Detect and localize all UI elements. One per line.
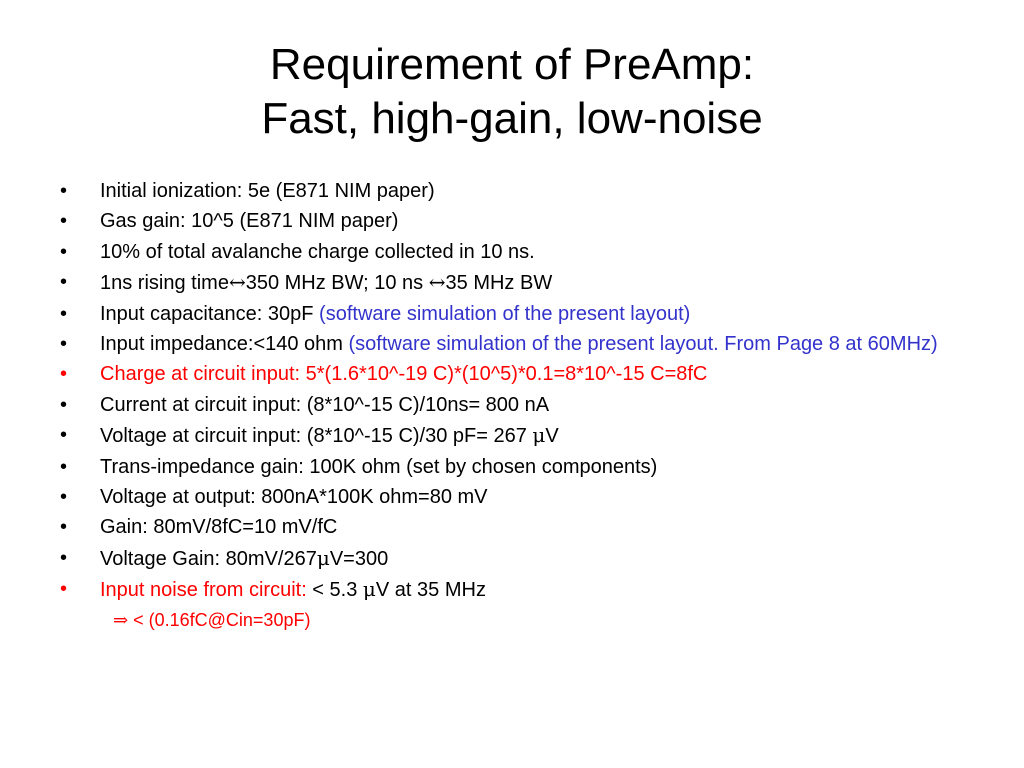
bullet-text: 1ns rising time xyxy=(100,272,229,295)
slide-title xyxy=(0,38,1024,146)
bullet-text: Voltage at output: 800nA*100K ohm=80 mV xyxy=(100,485,488,508)
mu-symbol: μ xyxy=(532,423,546,448)
bullet-text: Current at circuit input: (8*10^-15 C)/10ns= 800 nA xyxy=(100,393,550,416)
simulation-note: (software simulation of the present layout. From Page 8 at 60MHz) xyxy=(348,332,938,355)
bullet-dot: • xyxy=(60,424,68,447)
double-arrow-icon: ↔ xyxy=(228,270,246,295)
bullet-dot: • xyxy=(60,455,68,478)
bullet-text: 350 MHz BW; 10 ns xyxy=(245,272,429,295)
bullet-text: Gas gain: 10^5 (E871 NIM paper) xyxy=(100,210,399,233)
bullet-dot: • xyxy=(60,180,68,202)
bullet-gas-gain xyxy=(60,209,970,233)
bullet-text: Initial ionization: 5e (E871 NIM paper) xyxy=(100,180,435,202)
bullet-text: Input capacitance: 30pF xyxy=(100,302,320,325)
sub-bullet-noise-charge xyxy=(60,608,970,633)
bullet-text: Charge at circuit input: 5*(1.6*10^-19 C)*(10^5)*0.1=8*10^-15 C=8fC xyxy=(100,363,708,386)
title-line-2: Fast, high-gain, low-noise xyxy=(261,94,763,143)
bullet-list xyxy=(60,179,970,640)
bullet-gain xyxy=(60,515,970,539)
bullet-dot: • xyxy=(60,546,68,569)
implies-arrow-icon: ⇒ xyxy=(113,610,129,632)
bullet-dot: • xyxy=(60,516,68,539)
bullet-text: V=300 xyxy=(329,547,389,570)
bullet-text: Input impedance:<140 ohm xyxy=(100,332,349,355)
simulation-note: (software simulation of the present layout) xyxy=(319,302,691,325)
bullet-text: 10% of total avalanche charge collected in 10 ns. xyxy=(100,240,535,263)
bullet-text: 35 MHz BW xyxy=(445,272,553,295)
bullet-text: Gain: 80mV/8fC=10 mV/fC xyxy=(100,516,338,539)
bullet-input-noise xyxy=(60,577,970,602)
bullet-text: V at 35 MHz xyxy=(375,579,486,602)
bullet-dot: • xyxy=(60,210,68,233)
bullet-text-highlight: Input noise from circuit: xyxy=(100,579,307,602)
bullet-text: Trans-impedance gain: 100K ohm (set by chosen components) xyxy=(100,455,658,478)
bullet-voltage-at-output xyxy=(60,485,970,509)
bullet-dot: • xyxy=(60,393,68,416)
bullet-voltage-at-input xyxy=(60,423,970,448)
bullet-dot: • xyxy=(60,271,68,294)
bullet-voltage-gain xyxy=(60,546,970,571)
bullet-dot: • xyxy=(60,240,68,263)
bullet-current-at-input xyxy=(60,393,970,417)
bullet-rising-time xyxy=(60,270,970,295)
bullet-text: Voltage at circuit input: (8*10^-15 C)/30 pF= 267 xyxy=(100,425,533,448)
bullet-text: < 5.3 xyxy=(306,579,363,602)
bullet-trans-impedance-gain xyxy=(60,455,970,479)
bullet-text: Voltage Gain: 80mV/267 xyxy=(100,547,317,570)
bullet-dot: • xyxy=(60,578,68,601)
mu-symbol: μ xyxy=(362,577,376,602)
title-line-1: Requirement of PreAmp: xyxy=(269,40,755,89)
bullet-dot: • xyxy=(60,363,68,386)
bullet-text: V xyxy=(545,425,559,448)
bullet-charge-at-input xyxy=(60,362,970,386)
mu-symbol: μ xyxy=(316,545,330,570)
bullet-input-capacitance xyxy=(60,302,970,326)
bullet-charge-collected xyxy=(60,240,970,264)
bullet-dot: • xyxy=(60,485,68,508)
bullet-text: < (0.16fC@Cin=30pF) xyxy=(128,610,311,631)
bullet-dot: • xyxy=(60,332,68,355)
bullet-dot: • xyxy=(60,302,68,325)
bullet-initial-ionization xyxy=(60,179,970,203)
bullet-input-impedance xyxy=(60,332,970,356)
double-arrow-icon: ↔ xyxy=(428,270,446,295)
